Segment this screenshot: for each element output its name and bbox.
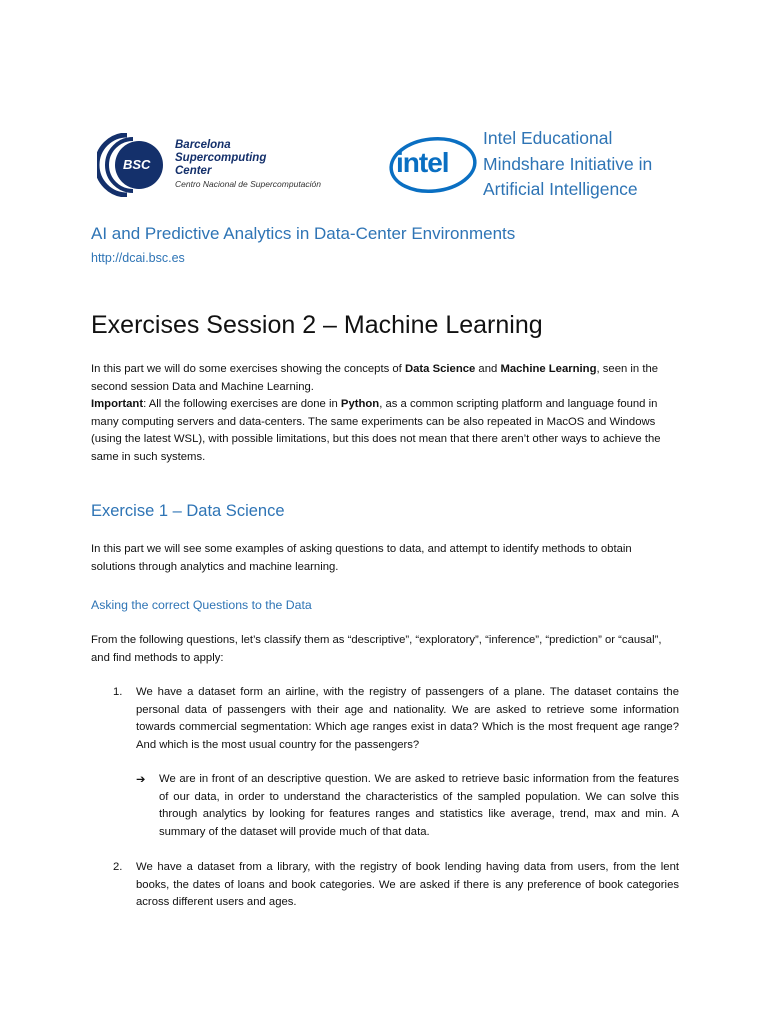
text: , as a common scripting platform and language found in many computing servers and data-centers. The same experiments can be also repeated in MacOS and Windows (using the latest WSL), with possible limitations, but this does not mean that there aren’t other ways to achieve the same in such systems. xyxy=(91,398,661,463)
list-number: 1. xyxy=(113,686,123,698)
text: : All the following exercises are done in xyxy=(143,398,341,410)
intel-title-line: Mindshare Initiative in xyxy=(483,153,653,174)
text: and xyxy=(475,363,501,375)
intel-logo xyxy=(388,135,478,195)
list-number: 2. xyxy=(113,861,123,873)
text: In this part we will do some exercises showing the concepts of xyxy=(91,363,405,375)
bsc-subtitle: Centro Nacional de Supercomputación xyxy=(175,179,322,189)
text: , seen in the second session Data and Machine Learning. xyxy=(91,363,659,393)
intel-logo-wordmark: intel xyxy=(396,147,449,178)
exercise-1-paragraph: In this part we will see some examples of asking questions to data, and attempt to identify methods to obtain solutions through analytics and machine learning. xyxy=(91,543,632,573)
page-title: Exercises Session 2 – Machine Learning xyxy=(91,311,543,339)
bold-term: Machine Learning xyxy=(500,363,597,375)
bsc-logo xyxy=(97,133,337,199)
intel-title-line: Artificial Intelligence xyxy=(483,179,638,199)
bsc-name-line: Barcelona xyxy=(175,139,231,151)
intel-program-title xyxy=(483,126,652,203)
bold-term: Data Science xyxy=(404,363,476,375)
bsc-name-line: Supercomputing xyxy=(175,152,267,164)
course-url[interactable]: http://dcai.bsc.es xyxy=(91,251,185,265)
subsection-paragraph: From the following questions, let’s classify them as “descriptive”, “exploratory”, “inference”, “prediction” or “causal”, and find methods to apply: xyxy=(91,634,662,664)
list-item-text: We have a dataset from a library, with the registry of book lending having data from users, from the lent books, the dates of loans and book categories. We are asked if there is any preference of book categories across different users and ages. xyxy=(136,861,679,909)
important-paragraph xyxy=(91,396,679,466)
subsection-heading: Asking the correct Questions to the Data xyxy=(91,598,312,612)
course-title: AI and Predictive Analytics in Data-Center Environments xyxy=(91,224,516,243)
exercise-1-heading: Exercise 1 – Data Science xyxy=(91,502,285,520)
important-label: Important xyxy=(91,398,144,410)
answer-text: We are in front of an descriptive question. We are asked to retrieve basic information from the features of our data, in order to understand the characteristics of the sampled population. We can solve this through analytics by looking for features ranges and statistics like average, trend, max and min. A summary of the dataset will provide much of that data. xyxy=(159,773,679,838)
bsc-name-line: Center xyxy=(175,165,212,177)
arrow-right-icon: ➔ xyxy=(136,773,146,786)
intro-paragraph xyxy=(91,361,679,396)
bold-term: Python xyxy=(340,398,380,410)
bsc-logo-mark: BSC xyxy=(123,157,151,172)
list-item-text: We have a dataset form an airline, with the registry of passengers of a plane. The dataset contains the personal data of passengers with their age and nationality. We are asked to retrieve some information towards commercial segmentation: Which age ranges exist in data? Which is the most frequent age range? And which is the most usual country for the passengers? xyxy=(136,686,679,751)
intel-title-line: Intel Educational xyxy=(483,128,613,148)
